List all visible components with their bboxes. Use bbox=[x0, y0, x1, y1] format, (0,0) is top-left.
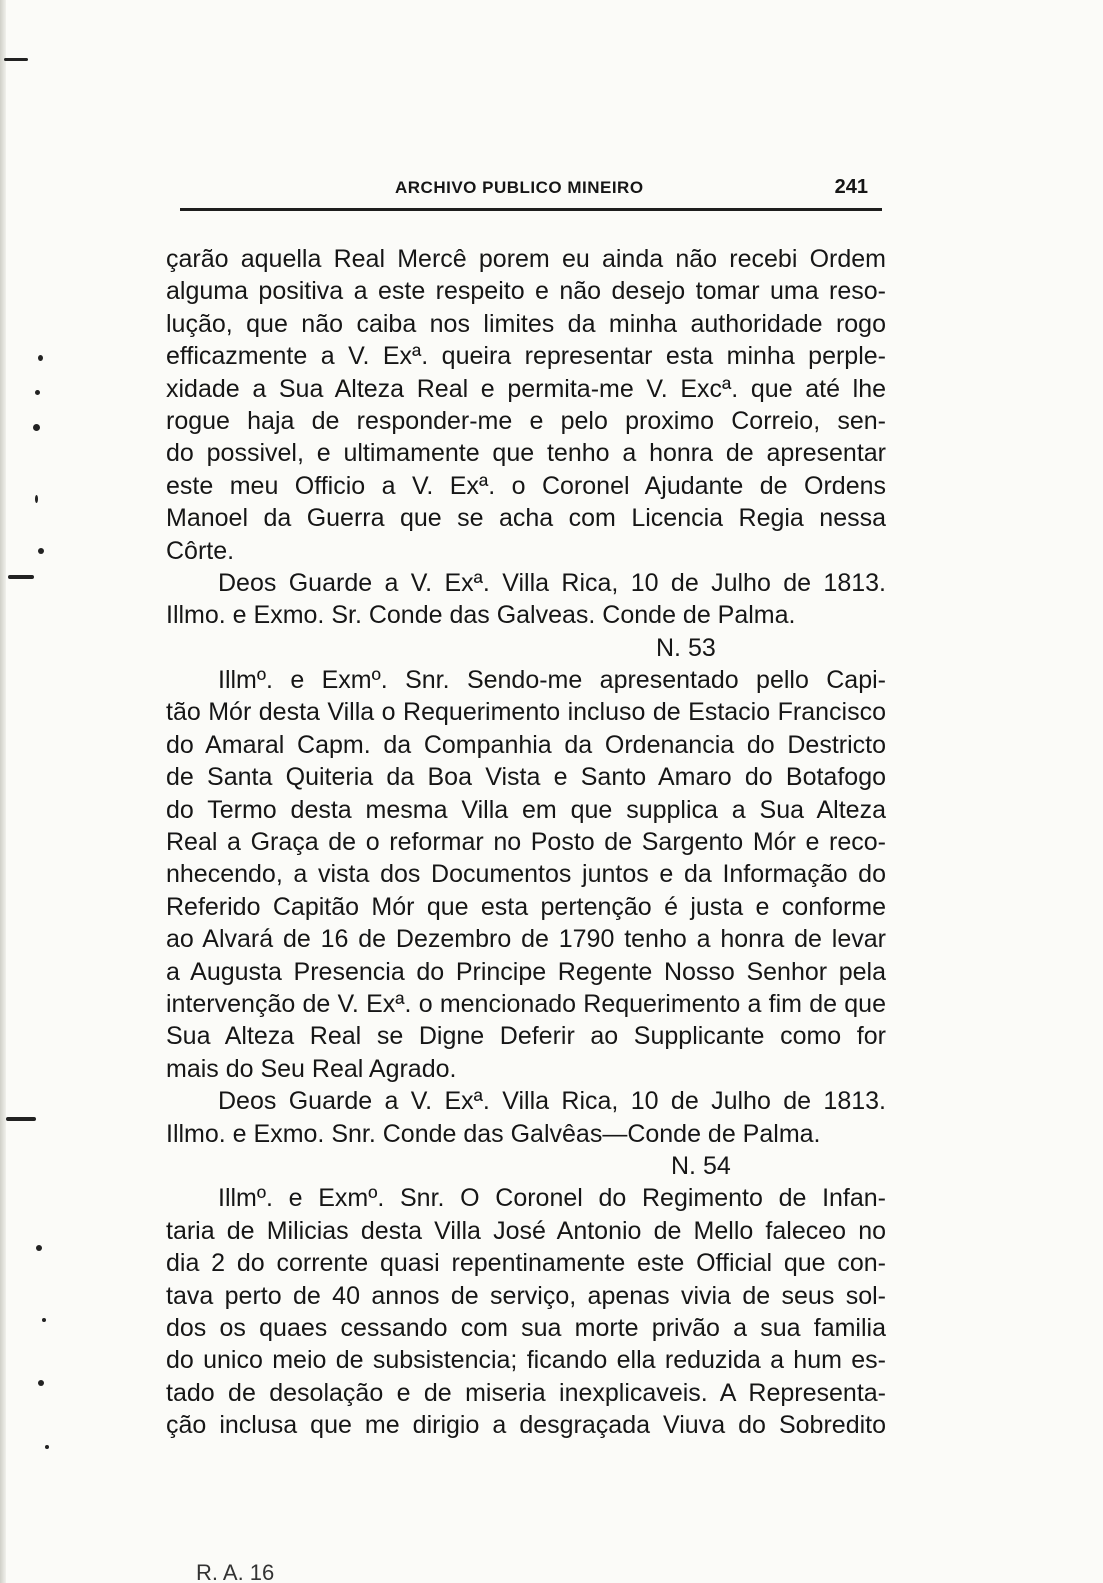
scan-speck bbox=[4, 58, 28, 61]
header-rule bbox=[180, 208, 882, 211]
text-line: lução, que não caiba nos limites da minha authoridade rogo bbox=[166, 309, 886, 338]
scan-speck bbox=[33, 424, 40, 431]
text-line: tado de desolação e de miseria inexplicaveis. A Representa- bbox=[166, 1378, 886, 1407]
text-line: do unico meio de subsistencia; ficando ella reduzida a hum es- bbox=[166, 1346, 886, 1375]
text-line: ção inclusa que me dirigio a desgraçada Viuva do Sobredito bbox=[166, 1411, 886, 1440]
body-text bbox=[166, 243, 886, 1441]
text-line: nhecendo, a vista dos Documentos juntos e da Informação do bbox=[166, 860, 886, 889]
footer-signature-fragment: R. A. 16 bbox=[196, 1560, 275, 1583]
page-header bbox=[180, 176, 882, 206]
page-number: 241 bbox=[834, 176, 868, 198]
text-line: rogue haja de responder-me e pelo proximo Correio, sen- bbox=[166, 406, 886, 435]
text-line: Manoel da Guerra que se acha com Licencia Regia nessa bbox=[166, 504, 886, 533]
text-line: Real a Graça de o reformar no Posto de Sargento Mór e reco- bbox=[166, 828, 886, 857]
text-line: Illmo. e Exmo. Sr. Conde das Galveas. Conde de Palma. bbox=[166, 601, 796, 630]
letter-number-heading: N. 53 bbox=[656, 633, 716, 662]
text-line: Referido Capitão Mór que esta pertenção é justa e conforme bbox=[166, 892, 886, 921]
text-line: Sua Alteza Real se Digne Deferir ao Supplicante como for bbox=[166, 1022, 886, 1051]
text-line: çarão aquella Real Mercê porem eu ainda não recebi Ordem bbox=[166, 245, 886, 273]
text-line: este meu Officio a V. Exª. o Coronel Ajudante de Ordens bbox=[166, 471, 886, 500]
scan-speck bbox=[38, 548, 44, 554]
text-line: efficazmente a V. Exª. queira representar esta minha perple- bbox=[166, 342, 886, 371]
running-title: ARCHIVO PUBLICO MINEIRO bbox=[395, 178, 644, 197]
text-line: do possivel, e ultimamente que tenho a honra de apresentar bbox=[166, 439, 886, 468]
scan-speck bbox=[35, 390, 40, 395]
text-line: Deos Guarde a V. Exª. Villa Rica, 10 de Julho de 1813. bbox=[218, 1087, 886, 1116]
text-line: tava perto de 40 annos de serviço, apenas vivia de seus sol- bbox=[166, 1281, 886, 1310]
scan-speck bbox=[45, 1445, 49, 1449]
scan-speck bbox=[38, 1380, 44, 1386]
scan-speck bbox=[6, 1117, 36, 1121]
text-line: Illmº. e Exmº. Snr. Sendo-me apresentado pello Capi- bbox=[218, 666, 886, 695]
text-line: de Santa Quiteria da Boa Vista e Santo Amaro do Botafogo bbox=[166, 763, 886, 792]
text-line: alguma positiva a este respeito e não desejo tomar uma reso- bbox=[166, 277, 886, 306]
text-line: a Augusta Presencia do Principe Regente Nosso Senhor pela bbox=[166, 957, 886, 986]
scan-speck bbox=[8, 575, 34, 579]
text-line: dia 2 do corrente quasi repentinamente este Official que con- bbox=[166, 1249, 886, 1278]
scan-speck bbox=[38, 355, 43, 361]
text-line: do Termo desta mesma Villa em que supplica a Sua Alteza bbox=[166, 795, 886, 824]
text-line: taria de Milicias desta Villa José Antonio de Mello faleceo no bbox=[166, 1216, 886, 1245]
text-line: ao Alvará de 16 de Dezembro de 1790 tenho a honra de levar bbox=[166, 925, 886, 954]
text-line: tão Mór desta Villa o Requerimento incluso de Estacio Francisco bbox=[166, 698, 886, 727]
text-line: Illmo. e Exmo. Snr. Conde das Galvêas—Conde de Palma. bbox=[166, 1119, 821, 1148]
letter-number-heading: N. 54 bbox=[671, 1151, 731, 1180]
scan-speck bbox=[36, 1245, 42, 1251]
text-line: Illmº. e Exmº. Snr. O Coronel do Regimento de Infan- bbox=[218, 1184, 886, 1213]
scan-speck bbox=[42, 1318, 46, 1322]
scan-speck bbox=[35, 495, 38, 503]
text-line: do Amaral Capm. da Companhia da Ordenancia do Destricto bbox=[166, 730, 886, 759]
text-line: dos os quaes cessando com sua morte privão a sua familia bbox=[166, 1313, 886, 1342]
text-line: Côrte. bbox=[166, 536, 235, 565]
text-line: intervenção de V. Exª. o mencionado Requerimento a fim de que bbox=[166, 989, 886, 1018]
page-binding-edge bbox=[0, 0, 6, 1583]
text-line: mais do Seu Real Agrado. bbox=[166, 1054, 457, 1083]
text-line: xidade a Sua Alteza Real e permita-me V. Excª. que até lhe bbox=[166, 374, 886, 403]
text-line: Deos Guarde a V. Exª. Villa Rica, 10 de Julho de 1813. bbox=[218, 568, 886, 597]
